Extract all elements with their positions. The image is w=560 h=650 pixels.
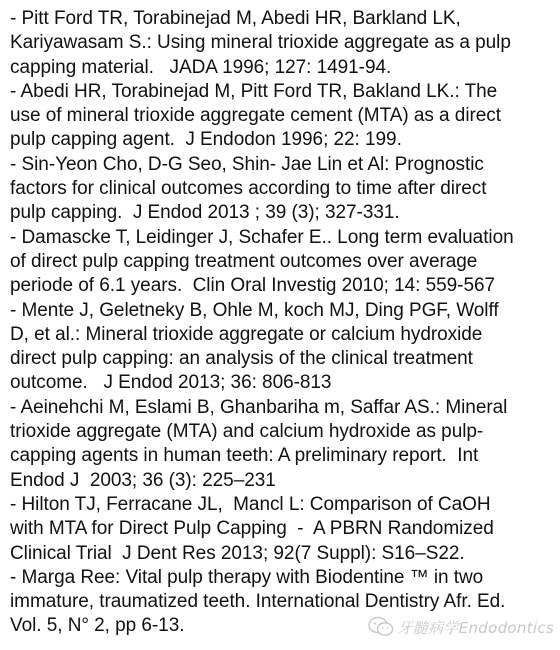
reference-line: capping agents in human teeth: A preliminary report. Int bbox=[10, 445, 479, 467]
reference-line: outcome. J Endod 2013; 36: 806-813 bbox=[10, 372, 332, 394]
reference-line: immature, traumatized teeth. International Dentistry Afr. Ed. bbox=[10, 591, 506, 613]
reference-line: - Mente J, Geletneky B, Ohle M, koch MJ, Ding PGF, Wolff bbox=[10, 299, 499, 321]
reference-line: - Abedi HR, Torabinejad M, Pitt Ford TR, Bakland LK.: The bbox=[10, 80, 498, 102]
reference-line: D, et al.: Mineral trioxide aggregate or calcium hydroxide bbox=[10, 323, 483, 345]
reference-line: Vol. 5, N° 2, pp 6-13. bbox=[10, 615, 185, 637]
reference-line: capping material. JADA 1996; 127: 1491-94. bbox=[10, 56, 392, 78]
reference-line: - Aeinehchi M, Eslami B, Ghanbariha m, Saffar AS.: Mineral bbox=[10, 396, 508, 418]
reference-line: periode of 6.1 years. Clin Oral Investig 2010; 14: 559-567 bbox=[10, 275, 496, 297]
reference-line: - Marga Ree: Vital pulp therapy with Biodentine ™ in two bbox=[10, 566, 484, 588]
reference-line: - Hilton TJ, Ferracane JL, Mancl L: Comparison of CaOH bbox=[10, 493, 491, 515]
reference-line: trioxide aggregate (MTA) and calcium hydroxide as pulp- bbox=[10, 421, 484, 443]
reference-line: - Pitt Ford TR, Torabinejad M, Abedi HR, Barkland LK, bbox=[10, 8, 461, 29]
reference-line: factors for clinical outcomes according to time after direct bbox=[10, 178, 487, 200]
reference-line: pulp capping. J Endod 2013 ; 39 (3); 327-331. bbox=[10, 202, 400, 224]
reference-line: of direct pulp capping treatment outcomes over average bbox=[10, 250, 478, 272]
reference-line: - Damascke T, Leidinger J, Schafer E.. Long term evaluation bbox=[10, 226, 514, 248]
reference-line: Endod J 2003; 36 (3): 225–231 bbox=[10, 469, 276, 491]
reference-line: pulp capping agent. J Endodon 1996; 22: 199. bbox=[10, 129, 402, 151]
reference-line: Clinical Trial J Dent Res 2013; 92(7 Suppl): S16–S22. bbox=[10, 542, 465, 564]
reference-line: Kariyawasam S.: Using mineral trioxide aggregate as a pulp bbox=[10, 32, 511, 54]
reference-line: with MTA for Direct Pulp Capping - A PBRN Randomized bbox=[10, 518, 494, 540]
watermark-text: 牙髓病学Endodontics bbox=[397, 618, 554, 637]
reference-line: use of mineral trioxide aggregate cement (MTA) as a direct bbox=[10, 105, 501, 127]
reference-line: direct pulp capping: an analysis of the clinical treatment bbox=[10, 348, 473, 370]
wechat-icon bbox=[368, 616, 394, 638]
reference-list bbox=[10, 7, 550, 639]
reference-line: - Sin-Yeon Cho, D-G Seo, Shin- Jae Lin et Al: Prognostic bbox=[10, 153, 484, 175]
watermark bbox=[368, 616, 555, 638]
